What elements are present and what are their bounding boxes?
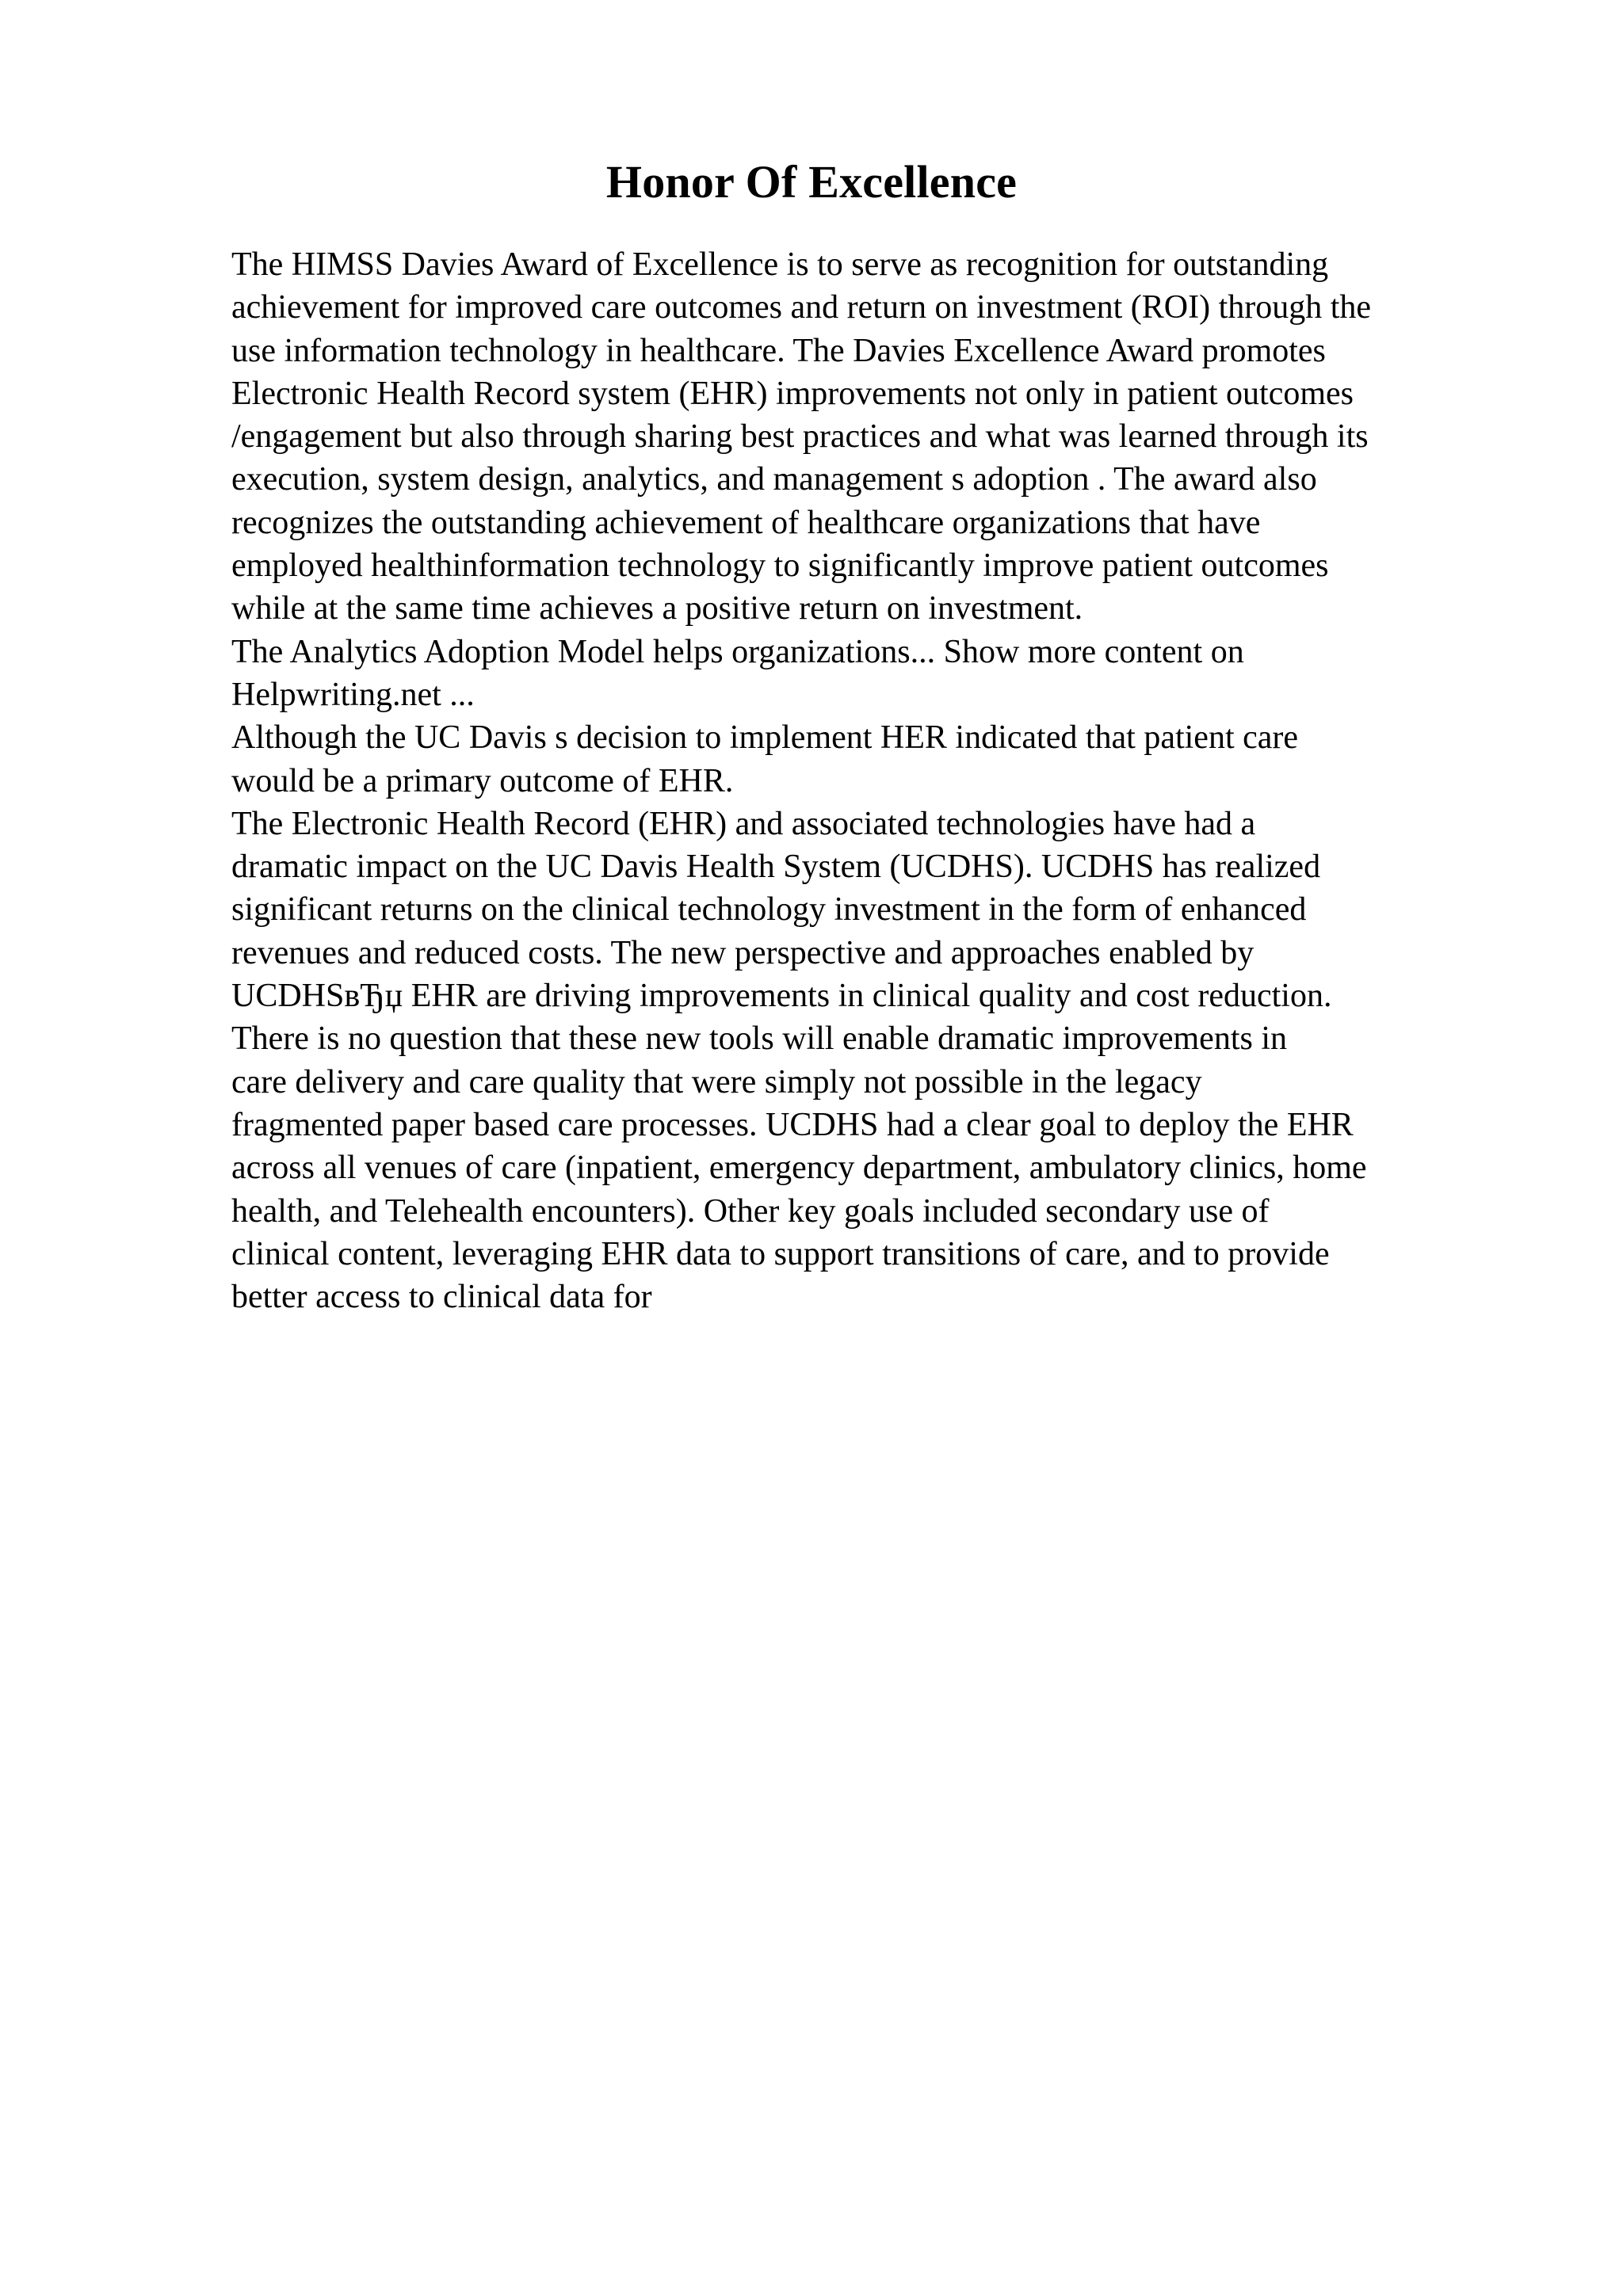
text-line: The Electronic Health Record (EHR) and associated technologies have had a [231,805,1256,842]
text-line: care delivery and care quality that were simply not possible in the legacy [231,1063,1202,1100]
text-line: The Analytics Adoption Model helps organizations... Show more content on [231,633,1244,670]
page-title: Honor Of Excellence [605,156,1018,208]
text-line: would be a primary outcome of EHR. [231,762,734,799]
text-line: Although the UC Davis s decision to implement HER indicated that patient care [231,719,1299,757]
text-line: execution, system design, analytics, and management s adoption . The award also [231,461,1317,498]
text-line: There is no question that these new tools will enable dramatic improvements in [231,1020,1288,1058]
text-line: dramatic impact on the UC Davis Health System (UCDHS). UCDHS has realized [231,849,1321,886]
text-line: Helpwriting.net ... [231,676,475,713]
text-line: clinical content, leveraging EHR data to support transitions of care, and to provide [231,1235,1330,1272]
text-line: achievement for improved care outcomes and return on investment (ROI) through the [231,289,1372,326]
text-line: UCDHSвЂџ EHR are driving improvements in clinical quality and cost reduction. [231,978,1332,1015]
text-line: employed healthinformation technology to significantly improve patient outcomes [231,547,1329,585]
text-line: across all venues of care (inpatient, emergency department, ambulatory clinics, home [231,1150,1367,1187]
text-line: recognizes the outstanding achievement of healthcare organizations that have [231,504,1261,541]
text-line: while at the same time achieves a positive return on investment. [231,590,1083,627]
text-line: /engagement but also through sharing best practices and what was learned through its [231,418,1369,456]
text-line: Electronic Health Record system (EHR) improvements not only in patient outcomes [231,375,1354,412]
text-line: better access to clinical data for [231,1279,652,1316]
text-line: significant returns on the clinical technology investment in the form of enhanced [231,891,1307,929]
text-line: use information technology in healthcare. The Davies Excellence Award promotes [231,332,1326,369]
text-line: health, and Telehealth encounters). Other key goals included secondary use of [231,1192,1270,1230]
text-line: fragmented paper based care processes. UCDHS had a clear goal to deploy the EHR [231,1106,1354,1143]
text-line: revenues and reduced costs. The new perspective and approaches enabled by [231,934,1254,971]
document-body [231,243,1579,1318]
text-line: The HIMSS Davies Award of Excellence is to serve as recognition for outstanding [231,246,1329,283]
